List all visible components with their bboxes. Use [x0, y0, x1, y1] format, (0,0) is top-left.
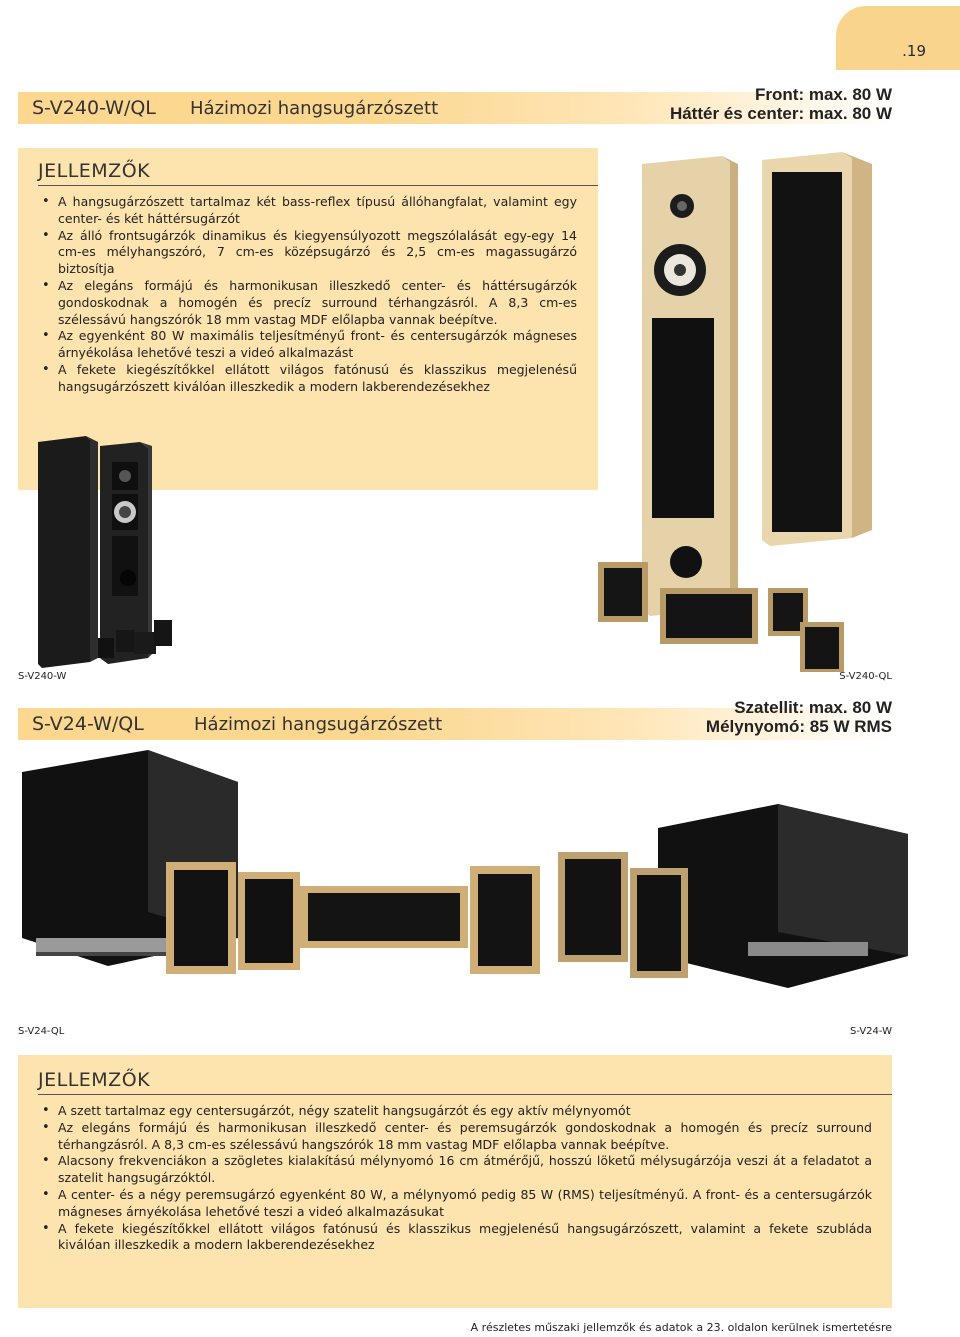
image-caption-1-left: S-V240-W: [18, 671, 67, 682]
product-code-1: S-V240-W/QL: [32, 97, 156, 119]
power-spec-line: Front: max. 80 W: [755, 85, 892, 104]
product-code-2: S-V24-W/QL: [32, 713, 144, 735]
feature-item: • Alacsony frekvenciákon a szögletes kialakítású mélynyomó 16 cm átmérőjű, hosszú löketű mélysugárzója veszi át a feladatot a szatelit hangsugárzóktól.: [40, 1153, 872, 1187]
image-caption-1-right: S-V240-QL: [839, 671, 892, 682]
features-heading-2: JELLEMZŐK: [38, 1069, 151, 1091]
power-spec-1: [670, 85, 892, 123]
feature-item: • Az egyenként 80 W maximális teljesítményű front- és centersugárzók mágneses árnyékolása lehetővé teszi a videó alkalmazást: [40, 328, 577, 362]
image-caption-2-left: S-V24-QL: [18, 1026, 65, 1037]
feature-item: • A fekete kiegészítőkkel ellátott világos fatónusú és klasszikus megjelenésű hangsugárzószett kiválóan illeszkedik a modern lakberendezésekhez: [40, 362, 577, 396]
feature-item: • Az elegáns formájú és harmonikusan illeszkedő center- és peremsugárzók gondoskodnak a homogén és precíz surround térhangzásról. A 8,3 cm-es szélessávú hangszórók 18 mm vastag MDF előlapba vannak beépítve.: [40, 1120, 872, 1154]
heading-divider-2: [38, 1094, 892, 1095]
feature-item: • A hangsugárzószett tartalmaz két bass-reflex típusú állóhangfalat, valamint egy center- és két háttérsugárzót: [40, 194, 577, 228]
page-number: .19: [902, 42, 926, 60]
page-number-tab: [836, 6, 960, 70]
feature-list-2: [40, 1103, 872, 1254]
power-spec-line: Mélynyomó: 85 W RMS: [705, 717, 892, 736]
subwoofer-speaker-set-image: [18, 742, 918, 1022]
feature-item: • Az elegáns formájú és harmonikusan illeszkedő center- és háttérsugárzók gondoskodnak a homogén és precíz surround térhangzásról. A 8,3 cm-es szélessávú hangszórók 18 mm vastag MDF előlapba vannak beépítve.: [40, 278, 577, 328]
feature-item: • A szett tartalmaz egy centersugárzót, négy szatelit hangsugárzót és egy aktív mélynyomót: [40, 1103, 872, 1120]
features-heading-1: JELLEMZŐK: [38, 160, 151, 182]
power-spec-2: [706, 698, 892, 736]
product-title-1: Házimozi hangsugárzószett: [190, 98, 439, 119]
feature-item: • A center- és a négy peremsugárzó egyenként 80 W, a mélynyomó pedig 85 W (RMS) teljesítményű. A front- és a centersugárzók mágneses árnyékolása lehetővé teszi a videó alkalmazásukat: [40, 1187, 872, 1221]
feature-item: • A fekete kiegészítőkkel ellátott világos fatónusú és klasszikus megjelenésű hangsugárzószett, valamint a fekete szubláda kiválóan illeszkedik a modern lakberendezésekhez: [40, 1221, 872, 1255]
black-speaker-set-image: [28, 432, 188, 672]
product-title-2: Házimozi hangsugárzószett: [194, 714, 443, 735]
feature-list-1: [40, 194, 577, 396]
power-spec-line: Szatellit: max. 80 W: [734, 698, 892, 717]
wood-speaker-set-image: [590, 142, 910, 672]
image-caption-2-right: S-V24-W: [849, 1026, 892, 1037]
feature-item: • Az álló frontsugárzók dinamikus és kiegyensúlyozott megszólalását egy-egy 14 cm-es mélyhangszóró, 7 cm-es középsugárzó és 2,5 cm-es magassugárzó biztosítja: [40, 228, 577, 278]
footer-note: A részletes műszaki jellemzők és adatok a 23. oldalon kerülnek ismertetésre: [470, 1321, 892, 1334]
heading-divider-1: [38, 185, 598, 186]
power-spec-line: Háttér és center: max. 80 W: [669, 104, 892, 123]
